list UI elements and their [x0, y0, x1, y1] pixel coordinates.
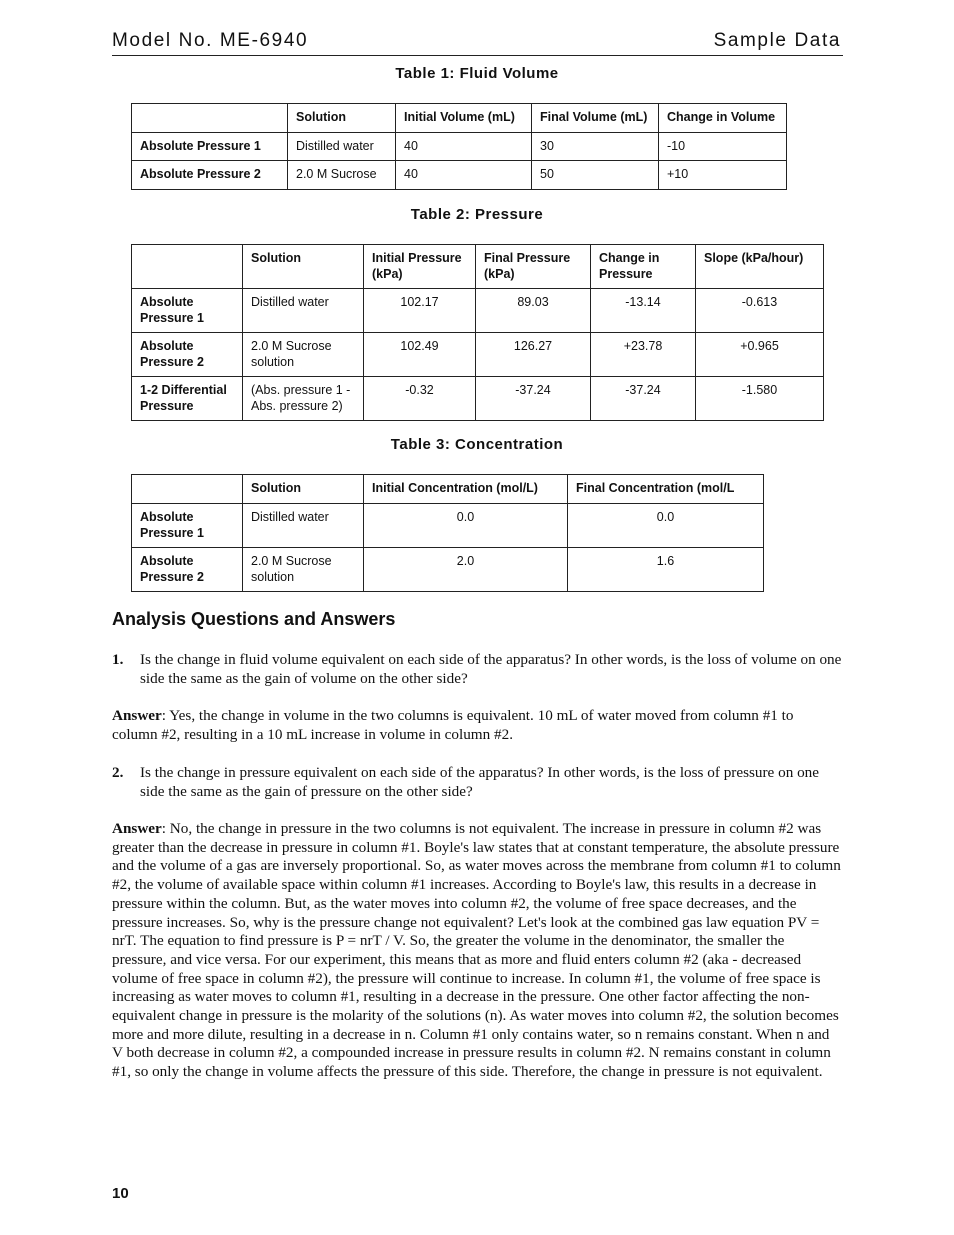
- table-cell: -10: [659, 132, 787, 161]
- table-header-cell: [132, 245, 243, 289]
- table-pressure: [131, 244, 824, 421]
- answer-label: Answer: [112, 820, 162, 837]
- question-text: Is the change in pressure equivalent on each side of the apparatus? In other words, is the loss of pressure on one side the same as the gain of pressure on the other side?: [140, 764, 820, 800]
- answer-text: : No, the change in pressure in the two columns is not equivalent. The increase in pressure in column #2 was greater than the decrease in pressure in column #1. Boyle's law states that at constant temperature, the absolute pressure and the volume of a gas are inversely proportional. So, as water moves across the membrane from column #1 to column #2, the volume of available space within column #1 increases. According to Boyle's law, this results in a decrease in pressure within the column. But, as the water moves into column #2, the volume of free space decreases, and the pressure increases. So, why is the pressure change not equivalent? Let's look at the combined gas law equation PV = nrT. The equation to find pressure is P = nrT / V. So, the greater the volume in the denominator, the smaller the pressure, and vice versa. For our experiment, this means that as more and fluid enters column #2 (aka - decreased volume of free space in column #2), the pressure will continue to increase. In column #1, the volume of free space is increasing as water moves to column #1, resulting in a decrease in the pressure. One other factor affecting the non-equivalent change in pressure is the molarity of the solutions (n). As water moves into column #2, the solution becomes more and more dilute, resulting in a decrease in n. Column #1 only contains water, so n remains constant. When n and V both decrease in column #2, a compounded increase in pressure results in column #2. N remains constant in column #1, so only the change in volume affects the pressure of this side. Therefore, the change in pressure is not equivalent.: [112, 820, 841, 1081]
- table-header-cell: [132, 104, 288, 133]
- table-row: [132, 333, 824, 377]
- question-1: [112, 651, 842, 688]
- table-header-cell: Solution: [288, 104, 396, 133]
- table-cell: 2.0: [364, 548, 568, 592]
- page-header: [112, 30, 843, 56]
- table-header-cell: Initial Pressure (kPa): [364, 245, 476, 289]
- table1-caption: Table 1: Fluid Volume: [395, 65, 559, 82]
- answer-1: [112, 707, 842, 744]
- question-number: 1.: [112, 651, 124, 668]
- row-header: Absolute Pressure 2: [132, 333, 243, 377]
- table-header-cell: Solution: [243, 245, 364, 289]
- table-cell: -0.613: [696, 289, 824, 333]
- table-header-cell: Solution: [243, 475, 364, 504]
- table2-caption: Table 2: Pressure: [410, 206, 544, 223]
- table-cell: 40: [396, 132, 532, 161]
- row-header: Absolute Pressure 2: [132, 161, 288, 190]
- section-title: Sample Data: [713, 30, 841, 51]
- table-header-cell: Initial Volume (mL): [396, 104, 532, 133]
- row-header: Absolute Pressure 1: [132, 504, 243, 548]
- row-header: 1-2 Differential Pressure: [132, 377, 243, 421]
- table-cell: 30: [532, 132, 659, 161]
- row-header: Absolute Pressure 2: [132, 548, 243, 592]
- row-header: Absolute Pressure 1: [132, 289, 243, 333]
- table-fluid-volume: [131, 103, 787, 190]
- table-cell: 89.03: [476, 289, 591, 333]
- table-header-row: [132, 245, 824, 289]
- table-cell: +10: [659, 161, 787, 190]
- table-cell: -37.24: [591, 377, 696, 421]
- table-header-cell: Final Pressure (kPa): [476, 245, 591, 289]
- table-row: [132, 548, 764, 592]
- table-header-cell: Final Volume (mL): [532, 104, 659, 133]
- table-header-row: [132, 475, 764, 504]
- table-cell: 126.27: [476, 333, 591, 377]
- table-cell: Distilled water: [288, 132, 396, 161]
- answer-label: Answer: [112, 707, 162, 724]
- table-row: [132, 161, 787, 190]
- table-cell: -0.32: [364, 377, 476, 421]
- table-cell: 2.0 M Sucrose: [288, 161, 396, 190]
- table-header-cell: Initial Concentration (mol/L): [364, 475, 568, 504]
- table-row: [132, 289, 824, 333]
- question-2: [112, 764, 842, 801]
- table3-caption: Table 3: Concentration: [390, 436, 564, 453]
- table-cell: Distilled water: [243, 289, 364, 333]
- table-row: [132, 132, 787, 161]
- table-row: [132, 504, 764, 548]
- table-cell: 0.0: [568, 504, 764, 548]
- table-cell: -37.24: [476, 377, 591, 421]
- table-header-cell: Final Concentration (mol/L: [568, 475, 764, 504]
- table-cell: (Abs. pressure 1 - Abs. pressure 2): [243, 377, 364, 421]
- table-header-row: [132, 104, 787, 133]
- page-number: 10: [112, 1185, 129, 1202]
- table-cell: 2.0 M Sucrose solution: [243, 548, 364, 592]
- table-cell: -1.580: [696, 377, 824, 421]
- table-cell: 50: [532, 161, 659, 190]
- table-header-cell: Change in Volume: [659, 104, 787, 133]
- table-row: [132, 377, 824, 421]
- table-cell: 40: [396, 161, 532, 190]
- table-cell: +0.965: [696, 333, 824, 377]
- table-cell: -13.14: [591, 289, 696, 333]
- table-header-cell: [132, 475, 243, 504]
- table-header-cell: Change in Pressure: [591, 245, 696, 289]
- table-concentration: [131, 474, 764, 592]
- table-cell: Distilled water: [243, 504, 364, 548]
- answer-2: [112, 820, 842, 1082]
- model-number: Model No. ME-6940: [112, 30, 309, 51]
- table-cell: 102.49: [364, 333, 476, 377]
- row-header: Absolute Pressure 1: [132, 132, 288, 161]
- question-number: 2.: [112, 764, 124, 781]
- question-text: Is the change in fluid volume equivalent on each side of the apparatus? In other words, is the loss of volume on one side the same as the gain of volume on the other side?: [140, 651, 842, 687]
- analysis-heading: Analysis Questions and Answers: [112, 609, 396, 629]
- table-header-cell: Slope (kPa/hour): [696, 245, 824, 289]
- table-cell: +23.78: [591, 333, 696, 377]
- table-cell: 102.17: [364, 289, 476, 333]
- table-cell: 2.0 M Sucrose solution: [243, 333, 364, 377]
- table-cell: 0.0: [364, 504, 568, 548]
- answer-text: : Yes, the change in volume in the two columns is equivalent. 10 mL of water moved from column #1 to column #2, resulting in a 10 mL increase in volume in column #2.: [112, 707, 794, 743]
- table-cell: 1.6: [568, 548, 764, 592]
